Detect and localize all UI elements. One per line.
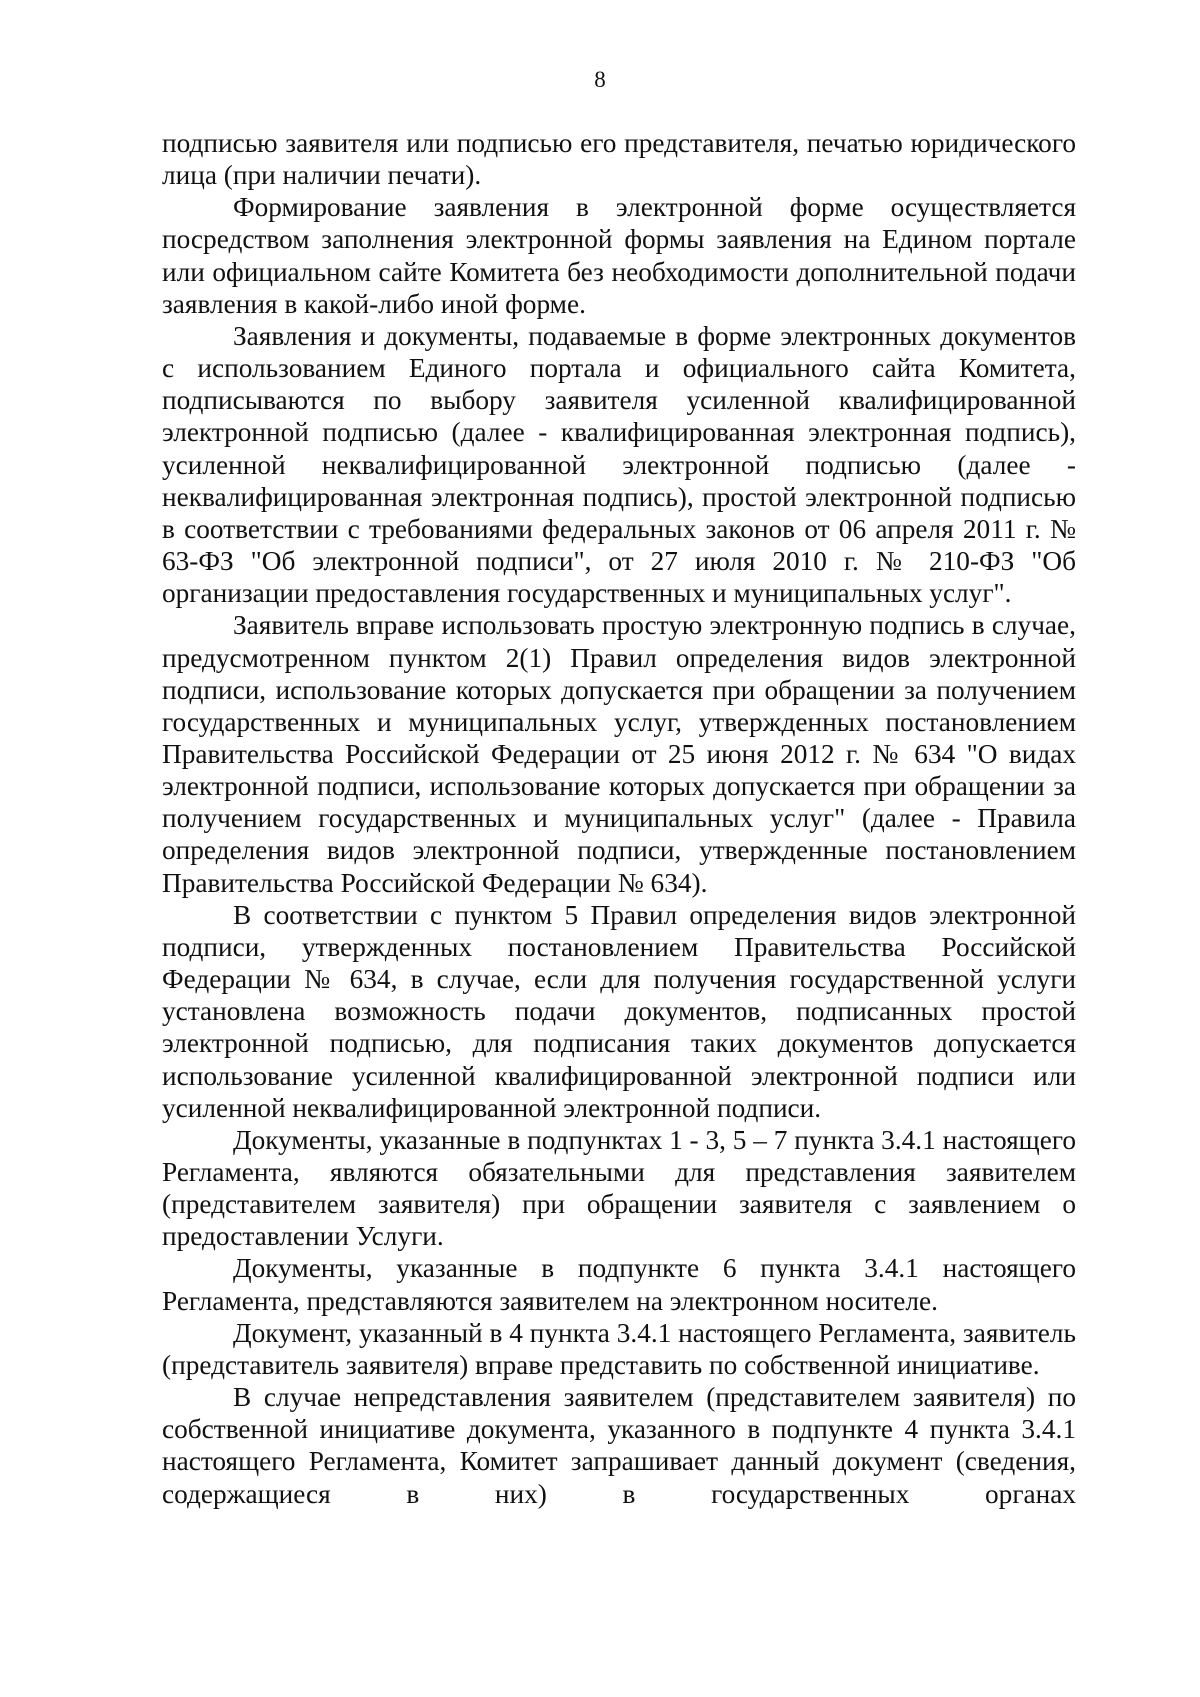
paragraph-signature-continuation: подписью заявителя или подписью его представителя, печатью юридического лица (при наличии печати). xyxy=(162,128,1076,191)
paragraph-simple-signature: Заявитель вправе использовать простую электронную подпись в случае, предусмотренном пунктом 2(1) Правил определения видов электронной подписи, использование которых допускается при обращении за получением государственных и муниципальных услуг, утвержденных постановлением Правительства Российской Федерации от 25 июня 2012 г. № 634 "О видах электронной подписи, использование которых допускается при обращении за получением государственных и муниципальных услуг" (далее - Правила определения видов электронной подписи, утвержденные постановлением Правительства Российской Федерации № 634). xyxy=(162,610,1076,898)
page-number: 8 xyxy=(594,67,606,92)
document-body xyxy=(162,127,1076,1510)
paragraph-electronic-signatures: Заявления и документы, подаваемые в форме электронных документов с использованием Единого портала и официального сайта Комитета, подписываются по выбору заявителя усиленной квалифицированной электронной подписью (далее - квалифицированная электронная подпись), усиленной неквалифицированной электронной подписью (далее - неквалифицированная электронная подпись), простой электронной подписью в соответствии с требованиями федеральных законов от 06 апреля 2011 г. № 63-ФЗ "Об электронной подписи", от 27 июля 2010 г. № 210-ФЗ "Об организации предоставления государственных и муниципальных услуг". xyxy=(162,320,1076,609)
paragraph-mandatory-documents: Документы, указанные в подпунктах 1 - 3, 5 – 7 пункта 3.4.1 настоящего Регламента, являются обязательными для представления заявителем (представителем заявителя) при обращении заявителя с заявлением о предоставлении Услуги. xyxy=(162,1124,1076,1252)
paragraph-committee-request: В случае непредставления заявителем (представителем заявителя) по собственной инициативе документа, указанного в подпункте 4 пункта 3.4.1 настоящего Регламента, Комитет запрашивает данный документ (сведения, содержащиеся в них) в государственных органах xyxy=(162,1382,1076,1509)
paragraph-own-initiative: Документ, указанный в 4 пункта 3.4.1 настоящего Регламента, заявитель (представитель заявителя) вправе представить по собственной инициативе. xyxy=(162,1317,1076,1380)
paragraph-electronic-form: Формирование заявления в электронной форме осуществляется посредством заполнения электронной формы заявления на Едином портале или официальном сайте Комитета без необходимости дополнительной подачи заявления в какой-либо иной форме. xyxy=(162,192,1076,319)
paragraph-signature-rules: В соответствии с пунктом 5 Правил определения видов электронной подписи, утвержденных постановлением Правительства Российской Федерации № 634, в случае, если для получения государственной услуги установлена возможность подачи документов, подписанных простой электронной подписью, для подписания таких документов допускается использование усиленной квалифицированной электронной подписи или усиленной неквалифицированной электронной подписи. xyxy=(162,899,1076,1123)
paragraph-electronic-media: Документы, указанные в подпункте 6 пункта 3.4.1 настоящего Регламента, представляются заявителем на электронном носителе. xyxy=(162,1253,1076,1316)
